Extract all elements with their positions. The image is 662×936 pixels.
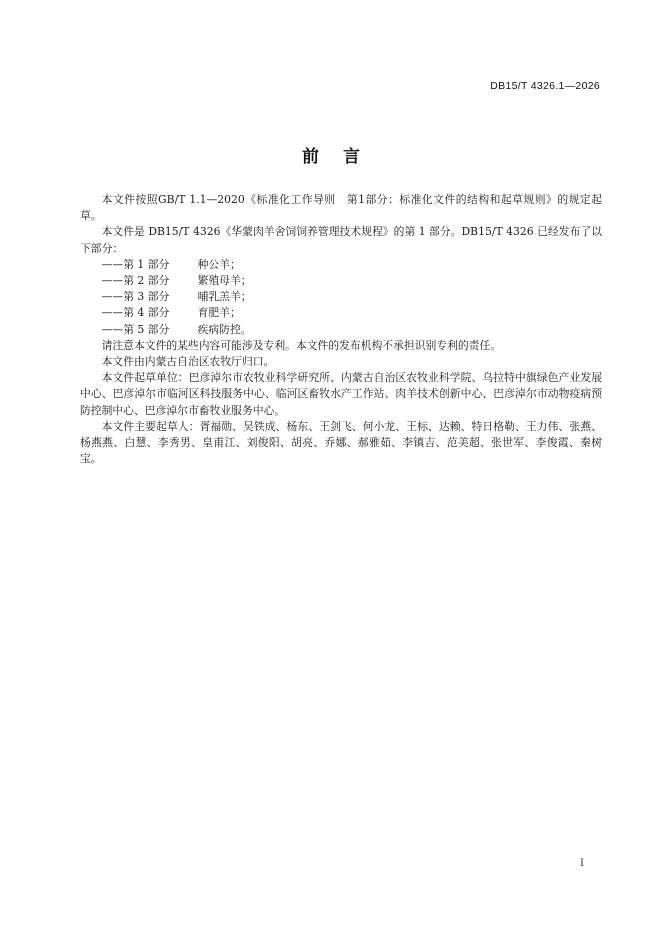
part-name: 哺乳羔羊； [197,290,252,304]
list-item [80,322,602,338]
page-number: I [580,858,584,869]
part-name: 种公羊； [197,257,241,271]
paragraph-drafters: 本文件主要起草人：胥福勋、吴铁成、杨东、王剑飞、何小龙、王标、达赖、特日格勒、王力伟、张燕、杨燕燕、白慧、李秀男、皇甫江、刘俊阳、胡亮、乔娜、郝雅茹、李镇吉、范美超、张世军、李俊霞、秦树宝。 [80,419,602,466]
part-number: ——第 1 部分 [101,257,170,271]
paragraph-responsible-authority: 本文件由内蒙古自治区农牧厅归口。 [101,355,275,369]
paragraph-drafting-rules: 本文件按照GB/T 1.1—2020《标准化工作导则 第1部分：标准化文件的结构和起草规则》的规定起草。 [80,193,602,223]
paragraph-drafting-units: 本文件起草单位：巴彦淖尔市农牧业科学研究所、内蒙古自治区农牧业科学院、乌拉特中旗绿色产业发展中心、巴彦淖尔市临河区科技服务中心、临河区畜牧水产工作站、肉羊技术创新中心、巴彦淖尔市动物疫病预防控制中心、巴彦淖尔市畜牧业服务中心。 [80,371,602,417]
foreword-body [80,192,602,467]
part-number: ——第 4 部分 [101,306,170,320]
page-title: 前言 [302,147,384,167]
list-item [80,257,602,273]
part-number: ——第 2 部分 [101,274,170,288]
paragraph-patent-notice: 请注意本文件的某些内容可能涉及专利。本文件的发布机构不承担识别专利的责任。 [101,338,502,352]
part-name: 疾病防控。 [197,322,252,336]
list-item [80,305,602,321]
part-name: 育肥羊； [197,306,241,320]
part-number: ——第 3 部分 [101,290,170,304]
paragraph-series-description: 本文件是 DB15/T 4326《华蒙肉羊舍饲饲养管理技术规程》的第 1 部分。DB15/T 4326 已经发布了以下部分： [80,225,602,255]
document-code: DB15/T 4326.1—2026 [490,80,600,92]
part-name: 繁殖母羊； [197,274,252,288]
list-item [80,289,602,305]
part-number: ——第 5 部分 [101,322,170,336]
list-item [80,273,602,289]
